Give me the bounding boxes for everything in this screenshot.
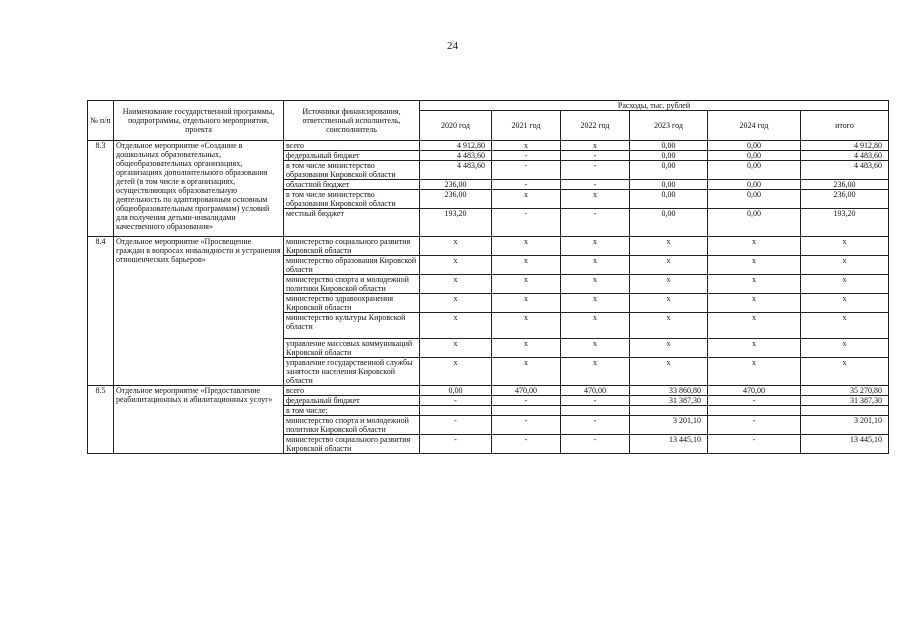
funding-source: управление государственной службы занятости населения Кировской области: [284, 358, 420, 386]
value-2021: -: [492, 161, 561, 180]
value-2023: х: [630, 256, 708, 275]
value-2020: 236,00: [420, 190, 492, 209]
funding-source: в том числе:: [284, 406, 420, 416]
value-2022: х: [561, 141, 630, 151]
funding-source: федеральный бюджет: [284, 151, 420, 161]
header-year-2021: 2021 год: [492, 111, 561, 141]
value-2023: 13 445,10: [630, 435, 708, 454]
value-2023: 31 387,30: [630, 396, 708, 406]
value-total: х: [801, 339, 889, 358]
row-number: 8.4: [88, 237, 114, 386]
header-year-2023: 2023 год: [630, 111, 708, 141]
value-2024: 470,00: [708, 386, 801, 396]
value-total: 3 201,10: [801, 416, 889, 435]
value-2024: -: [708, 416, 801, 435]
value-2022: 470,00: [561, 386, 630, 396]
value-2023: 33 860,80: [630, 386, 708, 396]
value-2021: -: [492, 396, 561, 406]
value-total: 193,20: [801, 209, 889, 237]
value-total: 31 387,30: [801, 396, 889, 406]
value-2023: х: [630, 313, 708, 339]
funding-source: областной бюджет: [284, 180, 420, 190]
value-2024: 0,00: [708, 209, 801, 237]
value-2022: -: [561, 161, 630, 180]
value-2022: х: [561, 256, 630, 275]
table-row: [88, 141, 889, 151]
value-total: 236,00: [801, 190, 889, 209]
funding-source: министерство социального развития Кировской области: [284, 237, 420, 256]
value-2021: х: [492, 141, 561, 151]
table-body: [88, 141, 889, 454]
measure-name: Отдельное мероприятие «Предоставление реабилитационных и абилитационных услуг»: [114, 386, 284, 454]
value-2023: [630, 406, 708, 416]
value-2021: х: [492, 275, 561, 294]
value-2024: 0,00: [708, 141, 801, 151]
value-2021: х: [492, 256, 561, 275]
value-2023: 0,00: [630, 209, 708, 237]
page-number: 24: [447, 40, 458, 52]
value-2021: 470,00: [492, 386, 561, 396]
value-total: х: [801, 275, 889, 294]
value-total: 4 483,60: [801, 161, 889, 180]
value-2024: 0,00: [708, 190, 801, 209]
value-2023: х: [630, 358, 708, 386]
value-2023: 0,00: [630, 180, 708, 190]
value-2020: х: [420, 237, 492, 256]
value-total: 13 445,10: [801, 435, 889, 454]
value-2020: х: [420, 294, 492, 313]
value-2023: х: [630, 339, 708, 358]
value-2022: -: [561, 209, 630, 237]
value-2020: 4 912,80: [420, 141, 492, 151]
header-total: итого: [801, 111, 889, 141]
value-2024: х: [708, 237, 801, 256]
value-2024: х: [708, 294, 801, 313]
value-2020: [420, 406, 492, 416]
funding-source: всего: [284, 141, 420, 151]
value-total: х: [801, 358, 889, 386]
funding-source: министерство культуры Кировской области: [284, 313, 420, 339]
value-2024: х: [708, 256, 801, 275]
value-2021: х: [492, 190, 561, 209]
value-2021: х: [492, 358, 561, 386]
value-2022: -: [561, 180, 630, 190]
value-2021: [492, 406, 561, 416]
header-year-2022: 2022 год: [561, 111, 630, 141]
table-row: [88, 386, 889, 396]
funding-source: местный бюджет: [284, 209, 420, 237]
value-2020: х: [420, 339, 492, 358]
value-2024: х: [708, 339, 801, 358]
value-2020: 4 483,60: [420, 161, 492, 180]
header-sources: Источники финансирования, ответственный исполнитель, соисполнитель: [284, 101, 420, 141]
funding-source: в том числе министерство образования Кировской области: [284, 161, 420, 180]
value-2020: х: [420, 256, 492, 275]
funding-source: управление массовых коммуникаций Кировской области: [284, 339, 420, 358]
value-2022: [561, 406, 630, 416]
value-2024: 0,00: [708, 180, 801, 190]
value-2024: х: [708, 358, 801, 386]
value-2024: -: [708, 435, 801, 454]
value-2024: х: [708, 313, 801, 339]
value-2021: -: [492, 209, 561, 237]
value-2022: -: [561, 396, 630, 406]
value-total: х: [801, 313, 889, 339]
funding-source: в том числе министерство образования Кировской области: [284, 190, 420, 209]
value-2021: х: [492, 339, 561, 358]
value-2023: 3 201,10: [630, 416, 708, 435]
value-2024: [708, 406, 801, 416]
row-number: 8.5: [88, 386, 114, 454]
value-2022: х: [561, 190, 630, 209]
value-2022: -: [561, 435, 630, 454]
value-2023: х: [630, 237, 708, 256]
header-expenses: Расходы, тыс. рублей: [420, 101, 889, 111]
expenses-table: [87, 100, 889, 454]
value-2021: -: [492, 151, 561, 161]
value-2023: 0,00: [630, 151, 708, 161]
value-total: х: [801, 256, 889, 275]
value-2020: -: [420, 435, 492, 454]
value-2020: 236,00: [420, 180, 492, 190]
value-2020: х: [420, 275, 492, 294]
value-2023: х: [630, 275, 708, 294]
measure-name: Отдельное мероприятие «Просвещение граждан в вопросах инвалидности и устранения отношенческих барьеров»: [114, 237, 284, 386]
value-2024: х: [708, 275, 801, 294]
funding-source: министерство образования Кировской области: [284, 256, 420, 275]
value-2020: х: [420, 358, 492, 386]
funding-source: министерство здравоохранения Кировской области: [284, 294, 420, 313]
value-2023: 0,00: [630, 190, 708, 209]
funding-source: федеральный бюджет: [284, 396, 420, 406]
value-2022: -: [561, 151, 630, 161]
value-2022: х: [561, 294, 630, 313]
value-2022: х: [561, 275, 630, 294]
value-2024: 0,00: [708, 151, 801, 161]
value-2022: х: [561, 339, 630, 358]
value-2021: -: [492, 416, 561, 435]
funding-source: министерство спорта и молодежной политики Кировской области: [284, 275, 420, 294]
value-2021: х: [492, 237, 561, 256]
header-year-2024: 2024 год: [708, 111, 801, 141]
header-name: Наименование государственной программы, подпрограммы, отдельного мероприятия, проекта: [114, 101, 284, 141]
value-total: х: [801, 294, 889, 313]
row-number: 8.3: [88, 141, 114, 237]
value-2021: -: [492, 180, 561, 190]
value-total: х: [801, 237, 889, 256]
value-total: 236,00: [801, 180, 889, 190]
table-row: [88, 237, 889, 256]
value-2024: 0,00: [708, 161, 801, 180]
value-2021: х: [492, 313, 561, 339]
value-total: 4 912,80: [801, 141, 889, 151]
value-2020: -: [420, 416, 492, 435]
funding-source: всего: [284, 386, 420, 396]
value-total: [801, 406, 889, 416]
value-2023: х: [630, 294, 708, 313]
header-year-2020: 2020 год: [420, 111, 492, 141]
value-2022: х: [561, 313, 630, 339]
value-2020: 4 483,60: [420, 151, 492, 161]
funding-source: министерство спорта и молодежной политики Кировской области: [284, 416, 420, 435]
funding-source: министерство социального развития Кировской области: [284, 435, 420, 454]
value-total: 35 270,80: [801, 386, 889, 396]
value-2020: 193,20: [420, 209, 492, 237]
value-2021: -: [492, 435, 561, 454]
value-2020: 0,00: [420, 386, 492, 396]
value-2020: -: [420, 396, 492, 406]
value-2023: 0,00: [630, 161, 708, 180]
value-2021: х: [492, 294, 561, 313]
header-num: № п/п: [88, 101, 114, 141]
value-2023: 0,00: [630, 141, 708, 151]
value-2022: х: [561, 358, 630, 386]
value-2024: -: [708, 396, 801, 406]
value-2022: х: [561, 237, 630, 256]
measure-name: Отдельное мероприятие «Создание в дошкольных образовательных, общеобразовательных организациях, организациях дополнительного образования детей (в том числе в организациях, осуществляющих образовательную деятельность по адаптированным основным общеобразовательным программам) условий для получения детьми-инвалидами качественного образования»: [114, 141, 284, 237]
value-2022: -: [561, 416, 630, 435]
value-2020: х: [420, 313, 492, 339]
value-total: 4 483,60: [801, 151, 889, 161]
